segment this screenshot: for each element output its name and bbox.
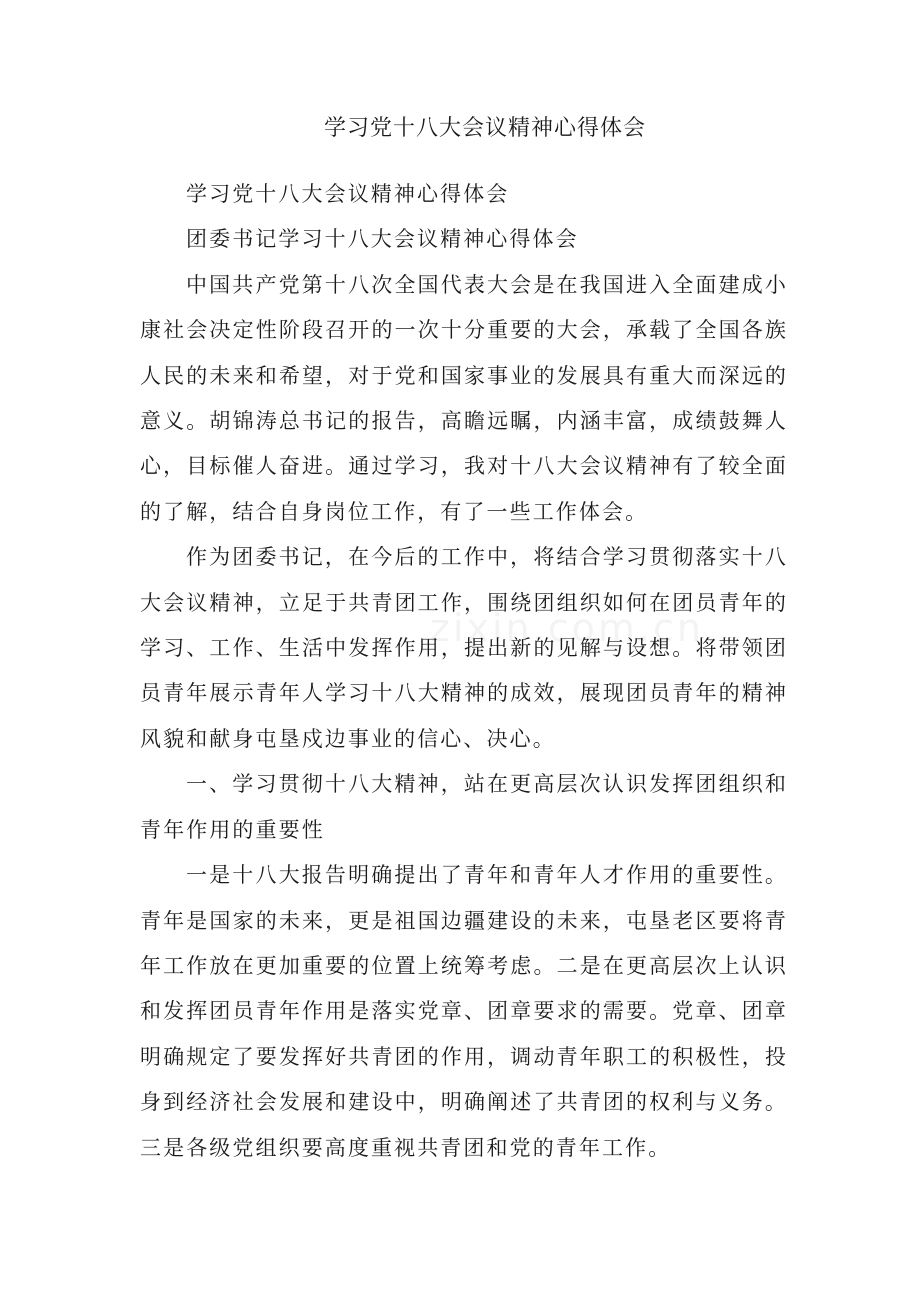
section-heading-1: 一、学习贯彻十八大精神，站在更高层次认识发挥团组织和青年作用的重要性 bbox=[140, 772, 788, 842]
paragraph-heading: 学习党十八大会议精神心得体会 bbox=[186, 182, 510, 206]
paragraph-role: 作为团委书记，在今后的工作中，将结合学习贯彻落实十八大会议精神，立足于共青团工作，围绕团组织如何在团员青年的学习、工作、生活中发挥作用，提出新的见解与设想。将带领团员青年展示青年人学习十八大精神的成效，展现团员青年的精神风貌和献身屯垦戍边事业的信心、决心。 bbox=[140, 545, 788, 751]
document-body bbox=[140, 172, 788, 1171]
document-title: 学习党十八大会议精神心得体会 bbox=[323, 116, 646, 141]
paragraph-intro: 中国共产党第十八次全国代表大会是在我国进入全面建成小康社会决定性阶段召开的一次十分重要的大会，承载了全国各族人民的未来和希望，对于党和国家事业的发展具有重大而深远的意义。胡锦涛总书记的报告，高瞻远瞩，内涵丰富，成绩鼓舞人心，目标催人奋进。通过学习，我对十八大会议精神有了较全面的了解，结合自身岗位工作，有了一些工作体会。 bbox=[140, 272, 788, 524]
paragraph-subheading: 团委书记学习十八大会议精神心得体会 bbox=[186, 227, 579, 252]
paragraph-section-1: 一是十八大报告明确提出了青年和青年人才作用的重要性。青年是国家的未来，更是祖国边疆建设的未来，屯垦老区要将青年工作放在更加重要的位置上统筹考虑。二是在更高层次上认识和发挥团员青年作用是落实党章、团章要求的需要。党章、团章明确规定了要发挥好共青团的作用，调动青年职工的积极性，投身到经济社会发展和建设中，明确阐述了共青团的权利与义务。三是各级党组织要高度重视共青团和党的青年工作。 bbox=[140, 863, 788, 1160]
